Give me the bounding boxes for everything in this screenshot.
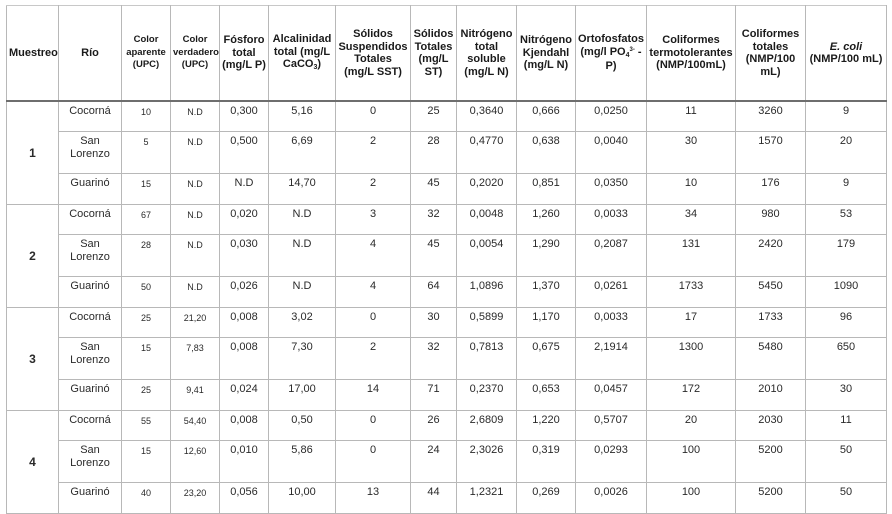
cell-nitrogeno-total-soluble: 0,0048: [457, 205, 517, 235]
cell-ecoli: 11: [806, 411, 887, 441]
cell-rio: San Lorenzo: [59, 235, 122, 277]
cell-color-verdadero: N.D: [171, 174, 220, 205]
cell-color-verdadero: 12,60: [171, 441, 220, 483]
cell-nitrogeno-kjendahl: 1,220: [517, 411, 576, 441]
cell-coliformes-totales: 980: [736, 205, 806, 235]
cell-solidos-suspendidos: 0: [336, 441, 411, 483]
cell-ecoli: 650: [806, 338, 887, 380]
cell-alcalinidad-total: 7,30: [269, 338, 336, 380]
table-row: [7, 101, 887, 132]
cell-nitrogeno-total-soluble: 0,4770: [457, 132, 517, 174]
cell-nitrogeno-total-soluble: 1,2321: [457, 483, 517, 514]
cell-ecoli: 30: [806, 380, 887, 411]
cell-ortofosfatos: 0,0293: [576, 441, 647, 483]
cell-ortofosfatos: 0,0350: [576, 174, 647, 205]
cell-coliformes-termotolerantes: 10: [647, 174, 736, 205]
cell-coliformes-totales: 2030: [736, 411, 806, 441]
cell-color-aparente: 55: [122, 411, 171, 441]
cell-color-verdadero: N.D: [171, 235, 220, 277]
table-row: [7, 441, 887, 483]
header-rio: Río: [59, 6, 122, 102]
cell-rio: Cocorná: [59, 308, 122, 338]
cell-ortofosfatos: 2,1914: [576, 338, 647, 380]
cell-nitrogeno-kjendahl: 0,851: [517, 174, 576, 205]
cell-ortofosfatos: 0,0261: [576, 277, 647, 308]
cell-nitrogeno-kjendahl: 0,269: [517, 483, 576, 514]
cell-color-aparente: 28: [122, 235, 171, 277]
cell-coliformes-totales: 5450: [736, 277, 806, 308]
header-color-aparente: Color aparente (UPC): [122, 6, 171, 102]
cell-fosforo-total: 0,008: [220, 411, 269, 441]
cell-muestreo: 4: [7, 411, 59, 514]
header-ecoli-units: (NMP/100 mL): [809, 53, 883, 65]
cell-solidos-suspendidos: 2: [336, 132, 411, 174]
cell-rio: San Lorenzo: [59, 132, 122, 174]
cell-rio: San Lorenzo: [59, 338, 122, 380]
cell-fosforo-total: 0,008: [220, 338, 269, 380]
table-row: [7, 380, 887, 411]
cell-rio: Cocorná: [59, 205, 122, 235]
cell-alcalinidad-total: 14,70: [269, 174, 336, 205]
cell-nitrogeno-total-soluble: 0,2020: [457, 174, 517, 205]
table-row: [7, 174, 887, 205]
cell-coliformes-termotolerantes: 34: [647, 205, 736, 235]
cell-ecoli: 1090: [806, 277, 887, 308]
header-ecoli: [806, 6, 887, 102]
header-nitrogeno-total-soluble: Nitrógeno total soluble (mg/L N): [457, 6, 517, 102]
table-row: [7, 235, 887, 277]
cell-nitrogeno-total-soluble: 2,3026: [457, 441, 517, 483]
cell-color-verdadero: 23,20: [171, 483, 220, 514]
cell-fosforo-total: N.D: [220, 174, 269, 205]
cell-coliformes-totales: 1733: [736, 308, 806, 338]
cell-color-aparente: 25: [122, 380, 171, 411]
header-ortofosfatos-superscript: 3-: [629, 46, 635, 53]
cell-fosforo-total: 0,056: [220, 483, 269, 514]
cell-color-verdadero: N.D: [171, 205, 220, 235]
cell-fosforo-total: 0,008: [220, 308, 269, 338]
table-row: [7, 277, 887, 308]
cell-solidos-suspendidos: 3: [336, 205, 411, 235]
cell-ecoli: 9: [806, 174, 887, 205]
cell-solidos-totales: 28: [411, 132, 457, 174]
cell-color-verdadero: 7,83: [171, 338, 220, 380]
cell-rio: Guarinó: [59, 277, 122, 308]
cell-ortofosfatos: 0,0040: [576, 132, 647, 174]
cell-solidos-suspendidos: 0: [336, 101, 411, 132]
cell-nitrogeno-total-soluble: 0,0054: [457, 235, 517, 277]
cell-color-verdadero: 9,41: [171, 380, 220, 411]
cell-nitrogeno-kjendahl: 1,170: [517, 308, 576, 338]
cell-solidos-totales: 26: [411, 411, 457, 441]
table-row: [7, 338, 887, 380]
cell-nitrogeno-kjendahl: 1,290: [517, 235, 576, 277]
cell-ortofosfatos: 0,0033: [576, 205, 647, 235]
cell-solidos-totales: 45: [411, 235, 457, 277]
cell-coliformes-totales: 5480: [736, 338, 806, 380]
cell-ortofosfatos: 0,5707: [576, 411, 647, 441]
cell-solidos-totales: 30: [411, 308, 457, 338]
cell-solidos-totales: 32: [411, 205, 457, 235]
table-row: [7, 308, 887, 338]
header-coliformes-totales: Coliformes totales (NMP/100 mL): [736, 6, 806, 102]
cell-fosforo-total: 0,500: [220, 132, 269, 174]
cell-nitrogeno-kjendahl: 0,675: [517, 338, 576, 380]
cell-coliformes-totales: 5200: [736, 441, 806, 483]
header-coliformes-termotolerantes: Coliformes termotolerantes (NMP/100mL): [647, 6, 736, 102]
cell-alcalinidad-total: N.D: [269, 277, 336, 308]
cell-rio: Cocorná: [59, 101, 122, 132]
cell-alcalinidad-total: 17,00: [269, 380, 336, 411]
cell-ecoli: 53: [806, 205, 887, 235]
cell-coliformes-termotolerantes: 1300: [647, 338, 736, 380]
cell-ecoli: 96: [806, 308, 887, 338]
cell-alcalinidad-total: N.D: [269, 205, 336, 235]
table-row: [7, 132, 887, 174]
cell-alcalinidad-total: N.D: [269, 235, 336, 277]
header-alcalinidad-subscript: 3: [313, 64, 318, 72]
cell-alcalinidad-total: 0,50: [269, 411, 336, 441]
cell-color-aparente: 15: [122, 174, 171, 205]
cell-color-aparente: 40: [122, 483, 171, 514]
cell-fosforo-total: 0,030: [220, 235, 269, 277]
cell-muestreo: 3: [7, 308, 59, 411]
header-muestreo: Muestreo: [7, 6, 59, 102]
header-fosforo-total: Fósforo total (mg/L P): [220, 6, 269, 102]
cell-coliformes-termotolerantes: 1733: [647, 277, 736, 308]
cell-color-aparente: 15: [122, 338, 171, 380]
table-row: [7, 411, 887, 441]
cell-solidos-totales: 44: [411, 483, 457, 514]
cell-ortofosfatos: 0,0457: [576, 380, 647, 411]
header-ortofosfatos: [576, 6, 647, 102]
cell-solidos-suspendidos: 2: [336, 338, 411, 380]
cell-solidos-totales: 24: [411, 441, 457, 483]
cell-solidos-suspendidos: 4: [336, 277, 411, 308]
cell-nitrogeno-kjendahl: 0,666: [517, 101, 576, 132]
cell-coliformes-termotolerantes: 11: [647, 101, 736, 132]
header-alcalinidad-suffix: ): [317, 58, 322, 71]
cell-color-aparente: 67: [122, 205, 171, 235]
cell-nitrogeno-total-soluble: 0,3640: [457, 101, 517, 132]
cell-solidos-totales: 25: [411, 101, 457, 132]
cell-alcalinidad-total: 3,02: [269, 308, 336, 338]
header-alcalinidad-text: Alcalinidad total (mg/L CaCO: [272, 33, 332, 71]
header-ortofosfatos-text: Ortofosfatos (mg/l PO: [578, 33, 644, 58]
table-row: [7, 205, 887, 235]
header-ortofosfatos-suffix: -P): [605, 45, 642, 73]
cell-solidos-totales: 32: [411, 338, 457, 380]
cell-solidos-suspendidos: 2: [336, 174, 411, 205]
cell-color-aparente: 15: [122, 441, 171, 483]
header-solidos-suspendidos: Sólidos Suspendidos Totales (mg/L SST): [336, 6, 411, 102]
cell-nitrogeno-kjendahl: 1,260: [517, 205, 576, 235]
cell-coliformes-totales: 5200: [736, 483, 806, 514]
cell-ecoli: 179: [806, 235, 887, 277]
table-row: [7, 483, 887, 514]
cell-solidos-totales: 64: [411, 277, 457, 308]
cell-alcalinidad-total: 6,69: [269, 132, 336, 174]
cell-color-aparente: 50: [122, 277, 171, 308]
cell-coliformes-termotolerantes: 20: [647, 411, 736, 441]
cell-ortofosfatos: 0,0033: [576, 308, 647, 338]
header-nitrogeno-kjendahl: Nitrógeno Kjendahl (mg/L N): [517, 6, 576, 102]
table-body: [7, 101, 887, 514]
cell-muestreo: 2: [7, 205, 59, 308]
cell-alcalinidad-total: 5,86: [269, 441, 336, 483]
table-header: [7, 6, 887, 102]
cell-coliformes-totales: 2420: [736, 235, 806, 277]
cell-coliformes-termotolerantes: 100: [647, 441, 736, 483]
cell-fosforo-total: 0,300: [220, 101, 269, 132]
cell-ortofosfatos: 0,0250: [576, 101, 647, 132]
cell-color-aparente: 10: [122, 101, 171, 132]
cell-nitrogeno-total-soluble: 0,5899: [457, 308, 517, 338]
cell-nitrogeno-kjendahl: 0,319: [517, 441, 576, 483]
header-solidos-totales: Sólidos Totales (mg/L ST): [411, 6, 457, 102]
cell-coliformes-totales: 3260: [736, 101, 806, 132]
cell-color-aparente: 5: [122, 132, 171, 174]
cell-coliformes-totales: 1570: [736, 132, 806, 174]
cell-alcalinidad-total: 10,00: [269, 483, 336, 514]
cell-solidos-suspendidos: 0: [336, 411, 411, 441]
cell-color-verdadero: N.D: [171, 132, 220, 174]
cell-coliformes-termotolerantes: 17: [647, 308, 736, 338]
cell-coliformes-termotolerantes: 172: [647, 380, 736, 411]
cell-solidos-totales: 45: [411, 174, 457, 205]
cell-fosforo-total: 0,010: [220, 441, 269, 483]
cell-color-aparente: 25: [122, 308, 171, 338]
cell-ecoli: 50: [806, 441, 887, 483]
cell-nitrogeno-total-soluble: 1,0896: [457, 277, 517, 308]
cell-coliformes-termotolerantes: 100: [647, 483, 736, 514]
cell-solidos-suspendidos: 0: [336, 308, 411, 338]
cell-coliformes-totales: 176: [736, 174, 806, 205]
cell-ecoli: 50: [806, 483, 887, 514]
cell-nitrogeno-kjendahl: 0,638: [517, 132, 576, 174]
cell-ortofosfatos: 0,0026: [576, 483, 647, 514]
cell-color-verdadero: 54,40: [171, 411, 220, 441]
cell-solidos-totales: 71: [411, 380, 457, 411]
header-ecoli-name: E. coli: [829, 40, 863, 53]
cell-rio: Guarinó: [59, 380, 122, 411]
header-alcalinidad-total: [269, 6, 336, 102]
cell-color-verdadero: N.D: [171, 277, 220, 308]
cell-coliformes-termotolerantes: 30: [647, 132, 736, 174]
cell-ecoli: 9: [806, 101, 887, 132]
cell-nitrogeno-kjendahl: 0,653: [517, 380, 576, 411]
cell-color-verdadero: 21,20: [171, 308, 220, 338]
cell-rio: Guarinó: [59, 174, 122, 205]
cell-nitrogeno-total-soluble: 0,7813: [457, 338, 517, 380]
water-quality-table: [6, 5, 887, 514]
cell-color-verdadero: N.D: [171, 101, 220, 132]
cell-rio: Guarinó: [59, 483, 122, 514]
cell-rio: Cocorná: [59, 411, 122, 441]
cell-coliformes-totales: 2010: [736, 380, 806, 411]
cell-ortofosfatos: 0,2087: [576, 235, 647, 277]
cell-nitrogeno-total-soluble: 2,6809: [457, 411, 517, 441]
cell-nitrogeno-total-soluble: 0,2370: [457, 380, 517, 411]
cell-rio: San Lorenzo: [59, 441, 122, 483]
cell-fosforo-total: 0,020: [220, 205, 269, 235]
cell-nitrogeno-kjendahl: 1,370: [517, 277, 576, 308]
header-color-verdadero: Color verdadero (UPC): [171, 6, 220, 102]
header-ortofosfatos-subscript: 4: [625, 51, 630, 59]
cell-solidos-suspendidos: 4: [336, 235, 411, 277]
cell-coliformes-termotolerantes: 131: [647, 235, 736, 277]
cell-alcalinidad-total: 5,16: [269, 101, 336, 132]
cell-fosforo-total: 0,026: [220, 277, 269, 308]
cell-fosforo-total: 0,024: [220, 380, 269, 411]
cell-ecoli: 20: [806, 132, 887, 174]
cell-solidos-suspendidos: 14: [336, 380, 411, 411]
cell-muestreo: 1: [7, 101, 59, 205]
cell-solidos-suspendidos: 13: [336, 483, 411, 514]
